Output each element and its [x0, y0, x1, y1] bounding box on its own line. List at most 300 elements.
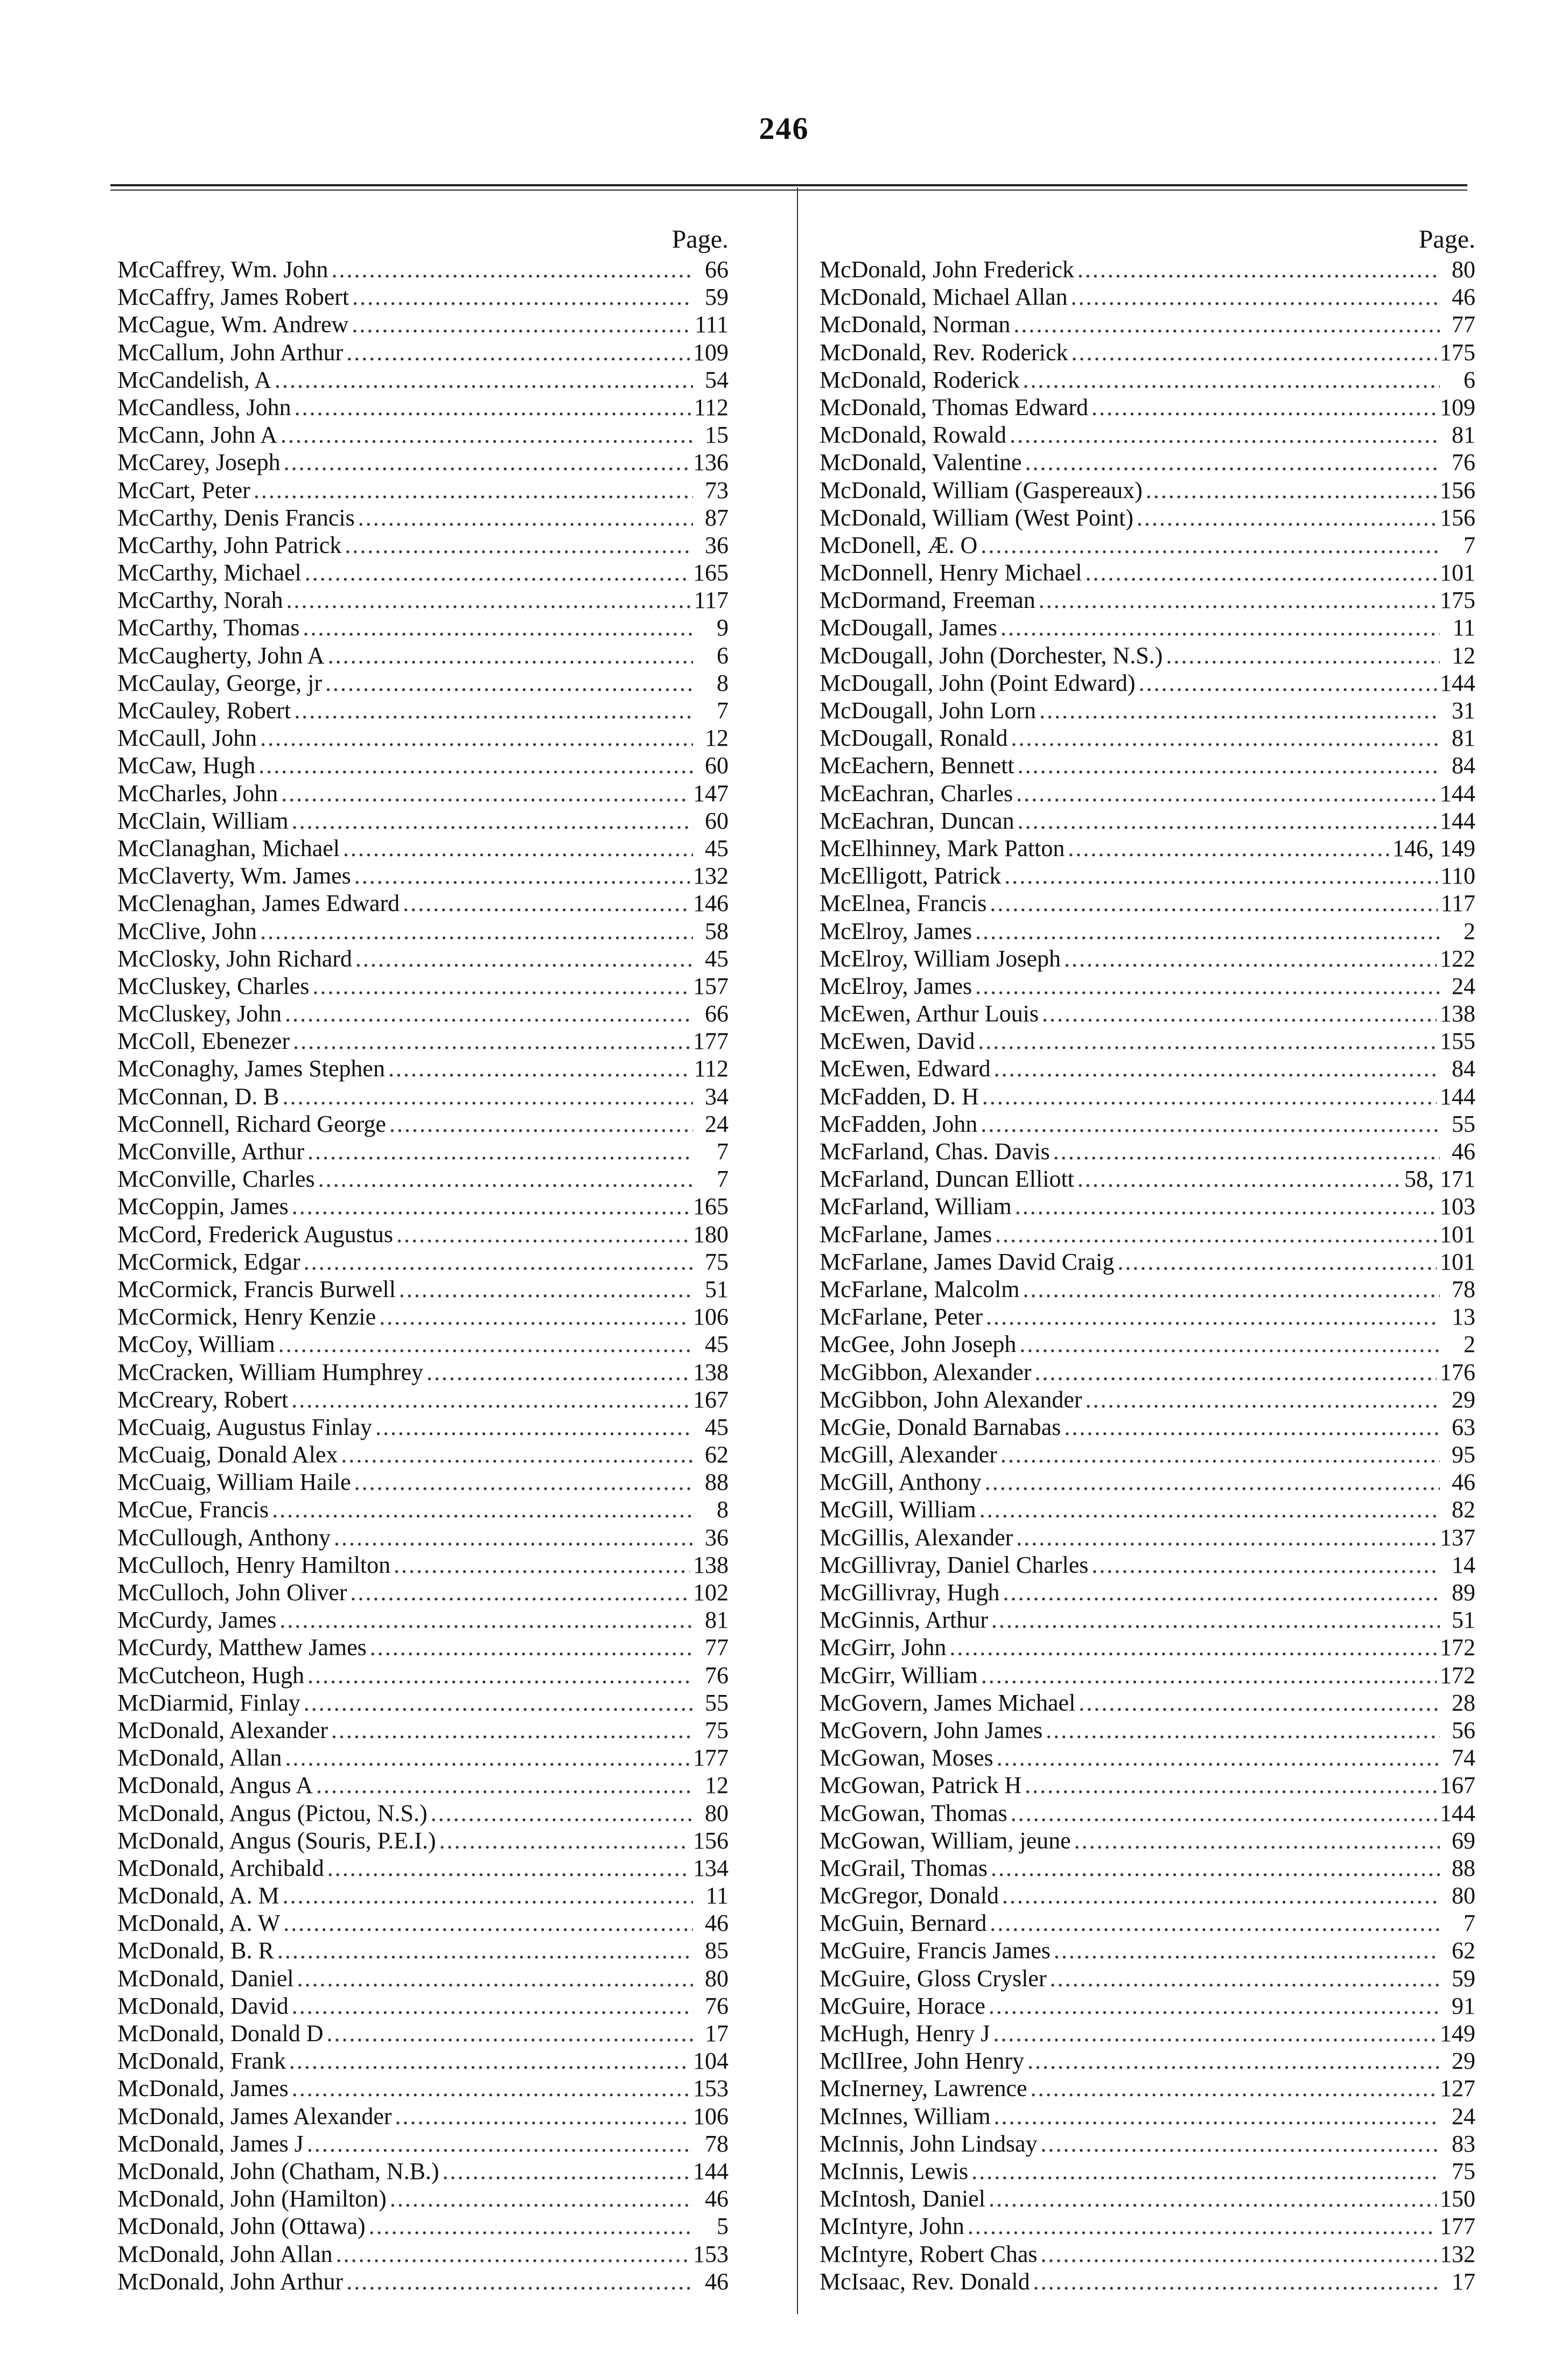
entry-name: McCoppin, James: [117, 1193, 289, 1220]
entry-name: McGill, William: [820, 1496, 976, 1523]
index-entry: [820, 972, 1475, 1000]
entry-name: McEwen, David: [820, 1028, 975, 1055]
entry-name: McDonald, Frank: [117, 2048, 286, 2075]
entry-page-number: 45: [705, 835, 729, 861]
entry-name: McCharles, John: [117, 780, 278, 807]
entry-page-number: 62: [1452, 1937, 1475, 1964]
entry-name: McCormick, Edgar: [117, 1248, 300, 1275]
dot-leader: [1068, 835, 1389, 862]
entry-name: McGibbon, Alexander: [820, 1358, 1032, 1385]
index-entry: [117, 531, 729, 559]
entry-page-number: 12: [1452, 642, 1475, 669]
index-entry: [820, 1221, 1475, 1248]
index-entry: [820, 2240, 1475, 2268]
dot-leader: [1023, 366, 1440, 394]
entry-page-number: 82: [1452, 1496, 1475, 1523]
entry-name: McGowan, Moses: [820, 1745, 993, 1771]
entry-name: McCutcheon, Hugh: [117, 1662, 305, 1689]
entry-page-number: 28: [1452, 1689, 1475, 1716]
dot-leader: [354, 1468, 693, 1496]
entry-name: McFarland, Chas. Davis: [820, 1138, 1050, 1165]
index-entry: [820, 339, 1475, 366]
index-entry: [117, 1165, 729, 1193]
dot-leader: [352, 311, 691, 338]
dot-leader: [283, 1083, 693, 1110]
entry-name: McGirr, John: [820, 1634, 947, 1661]
index-entry: [117, 1496, 729, 1523]
index-entry: [117, 835, 729, 862]
index-entry: [820, 752, 1475, 779]
entry-page-number: 7: [1464, 531, 1475, 558]
entry-name: McDonald, Valentine: [820, 449, 1022, 476]
index-entry: [820, 724, 1475, 752]
entry-page-number: 177: [1440, 2213, 1475, 2240]
entry-page-number: 146, 149: [1392, 835, 1475, 861]
entry-page-number: 172: [1440, 1662, 1475, 1689]
index-entry: [117, 1854, 729, 1882]
dot-leader: [355, 945, 693, 972]
entry-page-number: 63: [1452, 1413, 1475, 1440]
entry-name: McClosky, John Richard: [117, 945, 352, 972]
entry-name: McEachern, Bennett: [820, 752, 1014, 779]
entry-name: McInnes, William: [820, 2103, 991, 2129]
entry-name: McGowan, Patrick H: [820, 1772, 1022, 1799]
index-entry: [117, 559, 729, 586]
dot-leader: [331, 256, 693, 283]
index-entry: [820, 1358, 1475, 1386]
entry-name: McCormick, Henry Kenzie: [117, 1304, 376, 1330]
dot-leader: [307, 2130, 693, 2157]
index-entry: [820, 1717, 1475, 1744]
entry-page-number: 147: [693, 780, 729, 807]
index-entry: [117, 394, 729, 421]
entry-page-number: 46: [1452, 1138, 1475, 1165]
dot-leader: [1091, 394, 1437, 421]
dot-leader: [351, 1579, 690, 1606]
index-entry: [820, 1662, 1475, 1689]
index-entry: [820, 1441, 1475, 1468]
entry-page-number: 144: [1440, 1083, 1475, 1110]
entry-name: McElroy, James: [820, 972, 972, 999]
entry-page-number: 5: [717, 2213, 729, 2240]
dot-leader: [982, 1083, 1437, 1110]
entry-page-number: 46: [705, 2185, 729, 2212]
index-entry: [820, 1055, 1475, 1082]
dot-leader: [997, 1744, 1440, 1771]
dot-leader: [1074, 1827, 1440, 1854]
entry-name: McClaverty, Wm. James: [117, 863, 351, 889]
entry-name: McGill, Anthony: [820, 1469, 982, 1496]
dot-leader: [283, 1909, 693, 1937]
index-entry: [117, 1083, 729, 1110]
dot-leader: [1025, 449, 1440, 476]
dot-leader: [431, 1799, 693, 1827]
entry-page-number: 66: [705, 1000, 729, 1027]
index-entry: [820, 394, 1475, 421]
dot-leader: [285, 1000, 693, 1027]
entry-name: McDonald, James Alexander: [117, 2103, 392, 2129]
entry-name: McGowan, Thomas: [820, 1799, 1007, 1826]
dot-leader: [281, 421, 693, 449]
entry-name: McDonald, William (West Point): [820, 504, 1133, 531]
index-entry: [820, 449, 1475, 476]
entry-name: McFarland, Duncan Elliott: [820, 1166, 1074, 1193]
dot-leader: [292, 807, 693, 835]
entry-page-number: 56: [1452, 1717, 1475, 1743]
index-entry: [117, 1386, 729, 1413]
dot-leader: [352, 283, 693, 311]
index-entry: [820, 1854, 1475, 1882]
entry-page-number: 157: [693, 972, 729, 999]
index-entry: [117, 1551, 729, 1579]
index-entry: [820, 2212, 1475, 2240]
entry-name: McCart, Peter: [117, 477, 250, 503]
entry-page-number: 36: [705, 531, 729, 558]
entry-page-number: 101: [1440, 1248, 1475, 1275]
entry-page-number: 46: [1452, 1469, 1475, 1496]
entry-page-number: 144: [1440, 669, 1475, 696]
index-entry: [117, 1799, 729, 1827]
entry-page-number: 109: [693, 339, 729, 366]
entry-page-number: 29: [1452, 2048, 1475, 2075]
dot-leader: [1046, 1717, 1440, 1744]
entry-page-number: 84: [1452, 752, 1475, 779]
entry-name: McIntyre, John: [820, 2213, 964, 2240]
index-entry: [820, 311, 1475, 338]
entry-name: McDonald, James J: [117, 2130, 304, 2157]
dot-leader: [312, 972, 690, 1000]
dot-leader: [426, 1358, 690, 1386]
entry-name: McGrail, Thomas: [820, 1854, 988, 1881]
index-entry: [820, 1138, 1475, 1165]
index-entry: [117, 1468, 729, 1496]
entry-page-number: 24: [1452, 2103, 1475, 2129]
entry-name: McDonald, Angus A: [117, 1772, 313, 1799]
entry-page-number: 106: [693, 1304, 729, 1330]
dot-leader: [1018, 752, 1440, 779]
dot-leader: [1041, 2130, 1440, 2157]
entry-page-number: 89: [1452, 1579, 1475, 1606]
entry-page-number: 46: [705, 1910, 729, 1937]
dot-leader: [949, 1634, 1437, 1661]
dot-leader: [1002, 1882, 1440, 1909]
entry-name: McGovern, James Michael: [820, 1689, 1076, 1716]
entry-page-number: 167: [1440, 1772, 1475, 1799]
entry-page-number: 78: [705, 2130, 729, 2157]
entry-page-number: 62: [705, 1441, 729, 1468]
dot-leader: [390, 2185, 693, 2212]
dot-leader: [279, 1606, 693, 1634]
entry-page-number: 69: [1452, 1827, 1475, 1854]
dot-leader: [286, 586, 691, 614]
entry-page-number: 101: [1440, 559, 1475, 586]
dot-leader: [316, 1771, 693, 1799]
entry-page-number: 167: [693, 1386, 729, 1413]
dot-leader: [1117, 1248, 1437, 1276]
dot-leader: [375, 1413, 693, 1441]
index-entry: [117, 2075, 729, 2102]
entry-name: McDonald, Allan: [117, 1745, 282, 1771]
entry-name: McGregor, Donald: [820, 1882, 999, 1909]
index-entry: [117, 256, 729, 283]
entry-name: McIsaac, Rev. Donald: [820, 2268, 1030, 2295]
index-entry: [117, 1276, 729, 1303]
entry-name: McDonald, Rowald: [820, 422, 1007, 449]
entry-page-number: 15: [705, 422, 729, 449]
entry-name: McHugh, Henry J: [820, 2020, 990, 2047]
entry-page-number: 11: [705, 1882, 729, 1909]
entry-page-number: 77: [1452, 311, 1475, 338]
entry-list: [117, 256, 729, 2295]
entry-name: McGowan, William, jeune: [820, 1827, 1071, 1854]
index-entry: [117, 421, 729, 449]
entry-page-number: 24: [1452, 972, 1475, 999]
dot-leader: [325, 669, 693, 697]
entry-page-number: 112: [694, 1055, 729, 1082]
dot-leader: [354, 862, 690, 889]
dot-leader: [254, 477, 693, 504]
entry-page-number: 11: [1452, 614, 1475, 641]
index-entry: [820, 1634, 1475, 1661]
entry-name: McCarey, Joseph: [117, 449, 281, 476]
entry-page-number: 88: [705, 1469, 729, 1496]
entry-name: McDougall, Ronald: [820, 725, 1008, 752]
dot-leader: [394, 1551, 690, 1579]
index-entry: [117, 697, 729, 724]
entry-page-number: 45: [705, 945, 729, 972]
entry-name: McDonald, John Allan: [117, 2240, 333, 2267]
index-entry: [117, 2240, 729, 2268]
entry-name: McGirr, William: [820, 1662, 978, 1689]
entry-page-number: 136: [693, 449, 729, 476]
index-entry: [117, 1965, 729, 1992]
entry-page-number: 87: [705, 504, 729, 531]
entry-name: McCord, Frederick Augustus: [117, 1221, 394, 1248]
entry-name: McDormand, Freeman: [820, 587, 1035, 614]
dot-leader: [346, 2268, 693, 2295]
dot-leader: [1146, 477, 1437, 504]
dot-leader: [260, 917, 693, 945]
index-entry: [117, 1634, 729, 1661]
entry-page-number: 58: [705, 917, 729, 944]
entry-name: McGillivray, Hugh: [820, 1579, 1000, 1606]
dot-leader: [388, 1055, 691, 1082]
dot-leader: [345, 531, 693, 559]
dot-leader: [278, 1330, 693, 1358]
entry-page-number: 85: [705, 1937, 729, 1964]
entry-name: McCulloch, John Oliver: [117, 1579, 347, 1606]
index-entry: [820, 1386, 1475, 1413]
entry-page-number: 109: [1440, 394, 1475, 421]
entry-page-number: 7: [717, 1166, 729, 1193]
dot-leader: [1016, 780, 1437, 807]
index-entry: [117, 614, 729, 641]
entry-name: McGuire, Francis James: [820, 1937, 1051, 1964]
dot-leader: [341, 1441, 693, 1468]
entry-page-number: 2: [1464, 917, 1475, 944]
index-entry: [117, 972, 729, 1000]
entry-page-number: 80: [705, 1965, 729, 1992]
index-entry: [117, 283, 729, 311]
entry-name: McDonald, Donald D: [117, 2020, 324, 2047]
index-entry: [820, 1027, 1475, 1055]
dot-leader: [1025, 1771, 1437, 1799]
index-entry: [820, 1000, 1475, 1027]
entry-name: McDougall, James: [820, 614, 997, 641]
dot-leader: [1039, 586, 1437, 614]
entry-page-number: 138: [1440, 1000, 1475, 1027]
index-entry: [117, 1744, 729, 1771]
dot-leader: [291, 1386, 690, 1413]
entry-page-number: 138: [693, 1551, 729, 1578]
entry-name: McIlIree, John Henry: [820, 2048, 1024, 2075]
dot-leader: [318, 1165, 693, 1193]
entry-name: McDonald, David: [117, 1992, 289, 2019]
entry-page-number: 101: [1440, 1221, 1475, 1248]
page-column-heading: Page.: [1418, 225, 1475, 254]
entry-name: McDonald, Daniel: [117, 1965, 294, 1992]
entry-page-number: 137: [1440, 1524, 1475, 1551]
index-entry: [117, 780, 729, 807]
index-entry: [117, 1000, 729, 1027]
index-entry: [117, 1524, 729, 1551]
entry-name: McDonald, Roderick: [820, 366, 1020, 393]
dot-leader: [1031, 2075, 1437, 2102]
dot-leader: [1079, 1689, 1440, 1717]
index-entry: [820, 945, 1475, 972]
dot-leader: [1050, 1965, 1440, 1992]
entry-name: McEachran, Charles: [820, 780, 1013, 807]
dot-leader: [968, 2212, 1437, 2240]
entry-page-number: 12: [705, 725, 729, 752]
entry-page-number: 156: [693, 1827, 729, 1854]
entry-name: McCaffrey, Wm. John: [117, 256, 328, 283]
entry-name: McCue, Francis: [117, 1496, 269, 1523]
dot-leader: [403, 889, 690, 917]
entry-name: McCaull, John: [117, 725, 257, 752]
entry-name: McDonald, John (Hamilton): [117, 2185, 387, 2212]
entry-name: McDonald, Archibald: [117, 1854, 324, 1881]
entry-name: McDonald, Thomas Edward: [820, 394, 1088, 421]
index-entry: [820, 917, 1475, 945]
index-entry: [820, 1965, 1475, 1992]
entry-page-number: 111: [695, 311, 729, 338]
entry-name: McClain, William: [117, 807, 289, 834]
dot-leader: [1071, 339, 1437, 366]
dot-leader: [990, 1909, 1440, 1937]
entry-name: McDonald, John (Chatham, N.B.): [117, 2157, 439, 2184]
entry-page-number: 60: [705, 807, 729, 834]
entry-page-number: 45: [705, 1331, 729, 1358]
dot-leader: [990, 889, 1437, 917]
dot-leader: [1064, 1413, 1440, 1441]
entry-page-number: 172: [1440, 1634, 1475, 1661]
entry-name: McColl, Ebenezer: [117, 1028, 290, 1055]
entry-page-number: 112: [694, 394, 729, 421]
index-entry: [117, 669, 729, 697]
index-entry: [820, 889, 1475, 917]
dot-leader: [1042, 1000, 1437, 1027]
dot-leader: [975, 917, 1440, 945]
dot-leader: [370, 1634, 693, 1661]
dot-leader: [331, 1717, 693, 1744]
entry-name: McElligott, Patrick: [820, 863, 1002, 889]
index-entry: [820, 2130, 1475, 2157]
index-entry: [820, 1496, 1475, 1523]
dot-leader: [389, 1110, 693, 1138]
entry-name: McCarthy, Norah: [117, 587, 283, 614]
index-entry: [117, 1055, 729, 1082]
dot-leader: [1000, 614, 1440, 641]
entry-name: McDiarmid, Finlay: [117, 1689, 300, 1716]
index-entry: [820, 2047, 1475, 2075]
index-entry: [820, 642, 1475, 669]
entry-page-number: 180: [693, 1221, 729, 1248]
index-entry: [117, 586, 729, 614]
dot-leader: [989, 1992, 1440, 2020]
entry-name: McGovern, John James: [820, 1717, 1043, 1743]
index-entry: [117, 1330, 729, 1358]
entry-name: McFarlane, Malcolm: [820, 1276, 1020, 1302]
entry-name: McCague, Wm. Andrew: [117, 311, 349, 338]
entry-name: McGibbon, John Alexander: [820, 1386, 1082, 1413]
entry-page-number: 13: [1452, 1304, 1475, 1330]
entry-page-number: 138: [693, 1358, 729, 1385]
entry-page-number: 117: [694, 587, 729, 614]
index-entry: [117, 945, 729, 972]
entry-name: McEwen, Edward: [820, 1055, 991, 1082]
entry-name: McDonald, Norman: [820, 311, 1011, 338]
entry-page-number: 156: [1440, 477, 1475, 503]
entry-name: McDonald, A. M: [117, 1882, 279, 1909]
dot-leader: [289, 2047, 690, 2075]
dot-leader: [978, 1027, 1437, 1055]
entry-name: McDonald, Angus (Pictou, N.S.): [117, 1799, 428, 1826]
entry-page-number: 177: [693, 1745, 729, 1771]
dot-leader: [281, 780, 690, 807]
dot-leader: [327, 1854, 690, 1882]
dot-leader: [986, 1303, 1440, 1330]
dot-leader: [975, 972, 1440, 1000]
dot-leader: [995, 1221, 1437, 1248]
entry-page-number: 144: [1440, 780, 1475, 807]
entry-name: McCuaig, Augustus Finlay: [117, 1413, 373, 1440]
entry-name: McFarlane, James David Craig: [820, 1248, 1115, 1275]
entry-name: McCaw, Hugh: [117, 752, 256, 779]
entry-page-number: 88: [1452, 1854, 1475, 1881]
entry-name: McCaffry, James Robert: [117, 284, 349, 311]
entry-page-number: 95: [1452, 1441, 1475, 1468]
entry-name: McConville, Charles: [117, 1166, 315, 1193]
entry-name: McElroy, William Joseph: [820, 945, 1061, 972]
index-entry: [117, 1441, 729, 1468]
entry-page-number: 7: [1464, 1910, 1475, 1937]
index-entry: [117, 1138, 729, 1165]
index-entry: [820, 1468, 1475, 1496]
index-entry: [117, 1193, 729, 1220]
entry-name: McCandelish, A: [117, 366, 271, 393]
entry-page-number: 176: [1440, 1358, 1475, 1385]
entry-name: McEwen, Arthur Louis: [820, 1000, 1039, 1027]
entry-page-number: 51: [705, 1276, 729, 1302]
entry-page-number: 132: [693, 863, 729, 889]
index-entry: [117, 1248, 729, 1276]
entry-page-number: 36: [705, 1524, 729, 1551]
dot-leader: [1004, 862, 1437, 889]
index-entry: [820, 2157, 1475, 2185]
index-entry: [820, 807, 1475, 835]
entry-name: McGuire, Gloss Crysler: [820, 1965, 1047, 1992]
